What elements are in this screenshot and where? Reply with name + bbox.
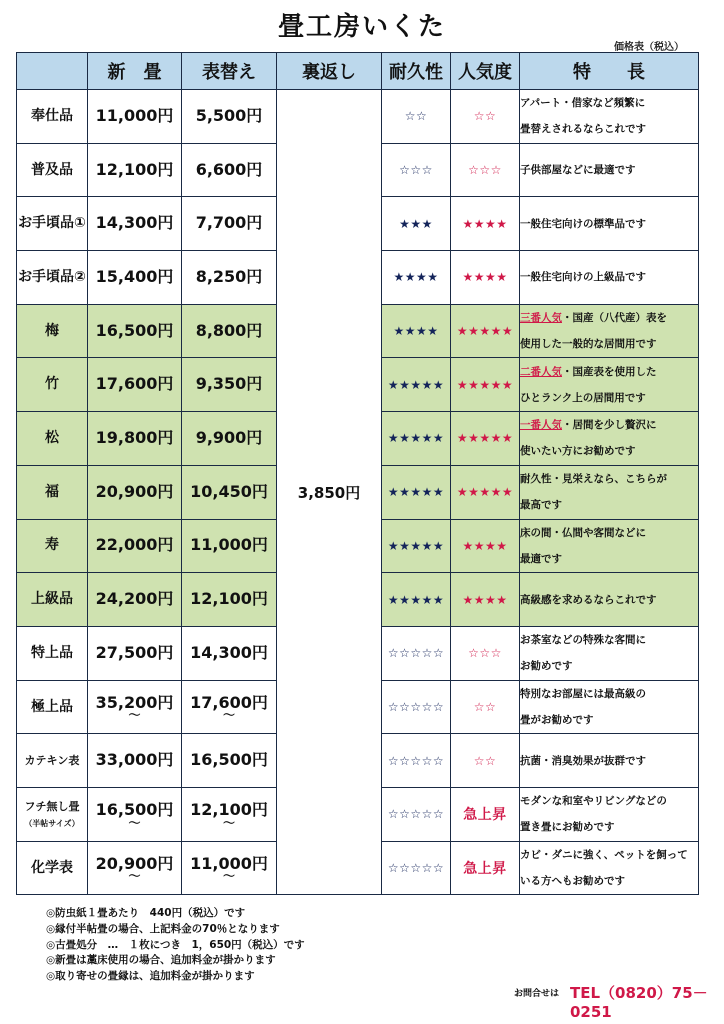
feature-line-2: 畳がお勧めです (520, 713, 594, 726)
feature-cell (520, 626, 699, 680)
product-name (17, 787, 88, 841)
product-name-text: 特上品 (31, 644, 73, 661)
replace-price-value: 12,100円 (190, 799, 268, 819)
popularity-stars: ☆☆ (473, 109, 497, 124)
new-tatami-price (88, 626, 182, 680)
popularity-rank: 二番人気 (520, 365, 562, 378)
new-tatami-price (88, 680, 182, 734)
durability-rating (382, 680, 451, 734)
popularity-stars: 急上昇 (463, 860, 507, 877)
product-name-text: 寿 (45, 537, 59, 554)
durability-stars: ★★★★★ (387, 431, 445, 446)
product-name-text: お手頃品① (18, 215, 86, 232)
feature-line-1 (520, 681, 698, 707)
popularity-stars: ★★★★★ (456, 431, 514, 446)
feature-cell (520, 465, 699, 519)
durability-rating (382, 626, 451, 680)
note-line: ◎古畳処分 … １枚につき 1，650円（税込）です (46, 938, 305, 951)
feature-cell (520, 251, 699, 305)
feature-line-2: いる方へもお勧めです (520, 874, 625, 887)
feature-text-1: 一般住宅向けの上級品です (520, 271, 646, 284)
durability-stars: ☆☆☆☆☆ (387, 646, 445, 661)
feature-line-1 (520, 627, 698, 653)
durability-stars: ★★★★★ (387, 538, 445, 553)
new-price-value: 27,500円 (95, 642, 174, 662)
new-tatami-price (88, 304, 182, 358)
feature-cell (520, 304, 699, 358)
feature-line-2: ひとランク上の居間用です (520, 391, 646, 404)
feature-line-1 (520, 520, 698, 546)
popularity-rating (451, 626, 520, 680)
new-tatami-price (88, 90, 182, 144)
new-price-tilde: ～ (128, 869, 141, 884)
product-name (17, 358, 88, 412)
feature-cell (520, 412, 699, 466)
feature-text-1: カビ・ダニに強く、ペットを飼って (520, 848, 688, 861)
new-price-value: 16,500円 (95, 799, 174, 819)
popularity-stars: ★★★★★ (456, 485, 514, 500)
feature-cell (520, 573, 699, 627)
page-title: 畳工房いくた (277, 12, 446, 42)
durability-rating (382, 358, 451, 412)
replace-price-value: 8,250円 (195, 267, 263, 286)
feature-text-1: モダンな和室やリビングなどの (520, 795, 667, 808)
new-tatami-price (88, 841, 182, 895)
replace-price (182, 304, 277, 358)
header-reverse: 裏返し (277, 53, 382, 90)
feature-line-2: 最適です (520, 552, 562, 565)
popularity-stars: ★★★★★ (456, 377, 514, 392)
replace-price-value: 5,500円 (195, 105, 263, 125)
popularity-rating (451, 734, 520, 788)
replace-price (182, 680, 277, 734)
feature-line-1 (520, 359, 698, 385)
new-price-tilde: ～ (128, 708, 141, 723)
product-name (17, 841, 88, 895)
durability-rating (382, 197, 451, 251)
popularity-stars: ★★★★ (462, 592, 508, 607)
feature-line-1 (520, 412, 698, 438)
product-name-text: 普及品 (31, 161, 73, 178)
feature-cell (520, 680, 699, 734)
feature-cell (520, 358, 699, 412)
replace-price (182, 465, 277, 519)
new-price-value: 33,000円 (95, 750, 174, 770)
feature-line-1 (520, 466, 698, 492)
replace-price-value: 10,450円 (190, 481, 268, 501)
feature-text-1: ・国産（八代産）表を (562, 312, 667, 325)
durability-stars: ☆☆☆☆☆ (387, 753, 445, 768)
popularity-rating (451, 143, 520, 197)
new-tatami-price (88, 519, 182, 573)
popularity-stars: ★★★★★ (456, 324, 514, 339)
replace-price (182, 143, 277, 197)
popularity-rating (451, 787, 520, 841)
replace-price-value: 14,300円 (190, 642, 268, 662)
popularity-rating (451, 841, 520, 895)
durability-stars: ★★★ (399, 216, 433, 231)
feature-line-2: 使用した一般的な居間用です (520, 338, 657, 351)
product-name-text: 上級品 (31, 591, 73, 608)
durability-stars: ☆☆ (404, 109, 428, 124)
product-name (17, 197, 88, 251)
product-name (17, 680, 88, 734)
feature-cell (520, 197, 699, 251)
feature-text-1: 特別なお部屋には最高級の (520, 687, 646, 700)
feature-line-1 (520, 305, 698, 331)
replace-price (182, 251, 277, 305)
product-subtitle: （半帖サイズ） (24, 819, 80, 829)
new-price-value: 15,400円 (95, 267, 174, 286)
replace-price (182, 626, 277, 680)
replace-price-tilde: ～ (222, 869, 235, 884)
new-price-value: 17,600円 (95, 374, 174, 394)
replace-price-value: 11,000円 (190, 535, 268, 555)
replace-price-value: 16,500円 (190, 750, 268, 770)
replace-price-value: 12,100円 (190, 589, 268, 609)
feature-cell (520, 734, 699, 788)
feature-cell (520, 787, 699, 841)
product-name-text: 梅 (45, 322, 59, 339)
replace-price-value: 9,350円 (195, 374, 263, 394)
feature-text-1: 抗菌・消臭効果が抜群です (520, 754, 646, 767)
contact-label: お問合せは (514, 989, 560, 999)
product-name (17, 573, 88, 627)
durability-stars: ☆☆☆ (399, 163, 433, 178)
feature-text-1: お茶室などの特殊な客間に (520, 634, 646, 647)
new-price-value: 20,900円 (95, 853, 174, 873)
feature-text-1: 高級感を求めるならこれです (520, 593, 657, 606)
replace-price (182, 787, 277, 841)
feature-text-1: ・国産表を使用した (562, 365, 657, 378)
popularity-stars: ★★★★ (462, 270, 508, 285)
replace-price (182, 573, 277, 627)
feature-line-2: 畳替えされるならこれです (520, 123, 646, 136)
new-tatami-price (88, 251, 182, 305)
durability-stars: ☆☆☆☆☆ (387, 699, 445, 714)
replace-price-value: 8,800円 (195, 320, 263, 340)
product-name (17, 412, 88, 466)
price-table (16, 52, 699, 895)
feature-cell (520, 143, 699, 197)
feature-text-1: アパート・借家など頻繁に (520, 97, 646, 110)
new-tatami-price (88, 734, 182, 788)
product-name (17, 304, 88, 358)
durability-stars: ☆☆☆☆☆ (387, 860, 445, 875)
popularity-rating (451, 465, 520, 519)
feature-cell (520, 90, 699, 144)
replace-price (182, 197, 277, 251)
popularity-rating (451, 251, 520, 305)
durability-stars: ★★★★ (393, 324, 439, 339)
price-note: 価格表（税込） (614, 42, 684, 53)
feature-line-1 (520, 788, 698, 814)
new-tatami-price (88, 573, 182, 627)
replace-price-value: 11,000円 (190, 853, 268, 873)
feature-cell (520, 841, 699, 895)
product-name-text: カテキン表 (24, 754, 80, 767)
header-replace: 表替え (182, 53, 277, 90)
replace-price-value: 6,600円 (195, 159, 263, 179)
replace-price (182, 358, 277, 412)
product-name-text: 化学表 (31, 859, 73, 876)
new-tatami-price (88, 787, 182, 841)
feature-line-1 (520, 211, 698, 237)
popularity-rating (451, 680, 520, 734)
feature-line-2: お勧めです (520, 660, 573, 673)
header-blank (17, 53, 88, 90)
feature-text-1: 耐久性・見栄えなら、こちらが (520, 473, 667, 486)
popularity-stars: ☆☆☆ (468, 163, 502, 178)
durability-rating (382, 304, 451, 358)
note-line: ◎縁付半帖畳の場合、上記料金の70％となります (46, 922, 280, 935)
product-name-text: 福 (45, 483, 59, 500)
product-name-text: 奉仕品 (31, 107, 73, 124)
replace-price (182, 519, 277, 573)
durability-stars: ★★★★★ (387, 377, 445, 392)
durability-stars: ★★★★★ (387, 592, 445, 607)
replace-price (182, 841, 277, 895)
note-line: ◎防虫紙１畳あたり 440円（税込）です (46, 907, 246, 919)
note-line: ◎取り寄せの畳縁は、追加料金が掛かります (46, 970, 255, 983)
popularity-stars: ★★★★ (462, 216, 508, 231)
new-price-value: 20,900円 (95, 481, 174, 501)
phone-number: TEL（0820）75－0251 (570, 984, 708, 1021)
replace-price (182, 734, 277, 788)
new-tatami-price (88, 412, 182, 466)
popularity-stars: 急上昇 (463, 807, 507, 824)
product-name (17, 626, 88, 680)
new-price-value: 24,200円 (95, 589, 174, 609)
feature-text-1: 床の間・仏間や客間などに (520, 526, 646, 539)
popularity-rating (451, 519, 520, 573)
product-name-text: 極上品 (31, 698, 73, 715)
new-tatami-price (88, 358, 182, 412)
durability-rating (382, 573, 451, 627)
header-features: 特 長 (520, 53, 699, 90)
durability-rating (382, 841, 451, 895)
durability-rating (382, 787, 451, 841)
notes (46, 906, 305, 985)
reverse-price: 3,850円 (277, 90, 382, 895)
popularity-stars: ☆☆ (473, 699, 497, 714)
feature-text-1: ・居間を少し贅沢に (562, 419, 657, 432)
durability-rating (382, 465, 451, 519)
feature-line-1 (520, 264, 698, 290)
product-name-text: 竹 (45, 376, 59, 393)
replace-price-tilde: ～ (222, 708, 235, 723)
product-name (17, 90, 88, 144)
product-name (17, 143, 88, 197)
durability-rating (382, 143, 451, 197)
product-name-text: お手頃品② (18, 269, 86, 285)
feature-text-1: 子供部屋などに最適です (520, 164, 636, 177)
new-price-value: 14,300円 (95, 213, 174, 233)
feature-line-1 (520, 90, 698, 116)
popularity-rating (451, 197, 520, 251)
durability-stars: ★★★★★ (387, 485, 445, 500)
feature-line-1 (520, 842, 698, 868)
feature-line-1 (520, 748, 698, 774)
popularity-stars: ☆☆ (473, 753, 497, 768)
table-header-row (17, 53, 699, 90)
durability-stars: ★★★★ (393, 270, 439, 285)
product-name-text: 松 (45, 430, 59, 447)
popularity-rating (451, 90, 520, 144)
feature-line-1 (520, 587, 698, 613)
product-name (17, 519, 88, 573)
new-price-value: 22,000円 (95, 535, 174, 555)
replace-price-value: 9,900円 (195, 428, 263, 448)
replace-price-value: 7,700円 (195, 213, 263, 233)
popularity-rank: 一番人気 (520, 419, 562, 432)
feature-text-1: 一般住宅向けの標準品です (520, 217, 646, 230)
popularity-rating (451, 358, 520, 412)
durability-rating (382, 734, 451, 788)
feature-line-2: 使いたい方にお勧めです (520, 445, 636, 458)
popularity-rating (451, 412, 520, 466)
durability-rating (382, 251, 451, 305)
feature-line-2: 置き畳にお勧めです (520, 821, 615, 834)
popularity-rank: 三番人気 (520, 312, 562, 325)
new-tatami-price (88, 197, 182, 251)
new-tatami-price (88, 465, 182, 519)
replace-price (182, 90, 277, 144)
new-price-value: 12,100円 (95, 159, 174, 179)
replace-price-tilde: ～ (222, 815, 235, 830)
header-new: 新 畳 (88, 53, 182, 90)
popularity-stars: ☆☆☆ (468, 646, 502, 661)
product-name (17, 251, 88, 305)
durability-rating (382, 519, 451, 573)
new-price-tilde: ～ (128, 815, 141, 830)
durability-stars: ☆☆☆☆☆ (387, 807, 445, 822)
new-tatami-price (88, 143, 182, 197)
durability-rating (382, 412, 451, 466)
new-price-value: 19,800円 (95, 428, 174, 448)
feature-cell (520, 519, 699, 573)
header-durability: 耐久性 (382, 53, 451, 90)
popularity-rating (451, 573, 520, 627)
feature-line-1 (520, 157, 698, 183)
replace-price-value: 17,600円 (190, 692, 268, 712)
popularity-stars: ★★★★ (462, 538, 508, 553)
replace-price (182, 412, 277, 466)
header-popularity: 人気度 (451, 53, 520, 90)
new-price-value: 35,200円 (95, 692, 174, 712)
product-name (17, 734, 88, 788)
feature-line-2: 最高です (520, 499, 562, 512)
new-price-value: 16,500円 (95, 320, 174, 340)
durability-rating (382, 90, 451, 144)
table-row (17, 90, 699, 144)
new-price-value: 11,000円 (95, 105, 174, 125)
popularity-rating (451, 304, 520, 358)
note-line: ◎新畳は藁床使用の場合、追加料金が掛かります (46, 954, 276, 967)
product-name (17, 465, 88, 519)
product-name-text: フチ無し畳 (24, 799, 80, 813)
